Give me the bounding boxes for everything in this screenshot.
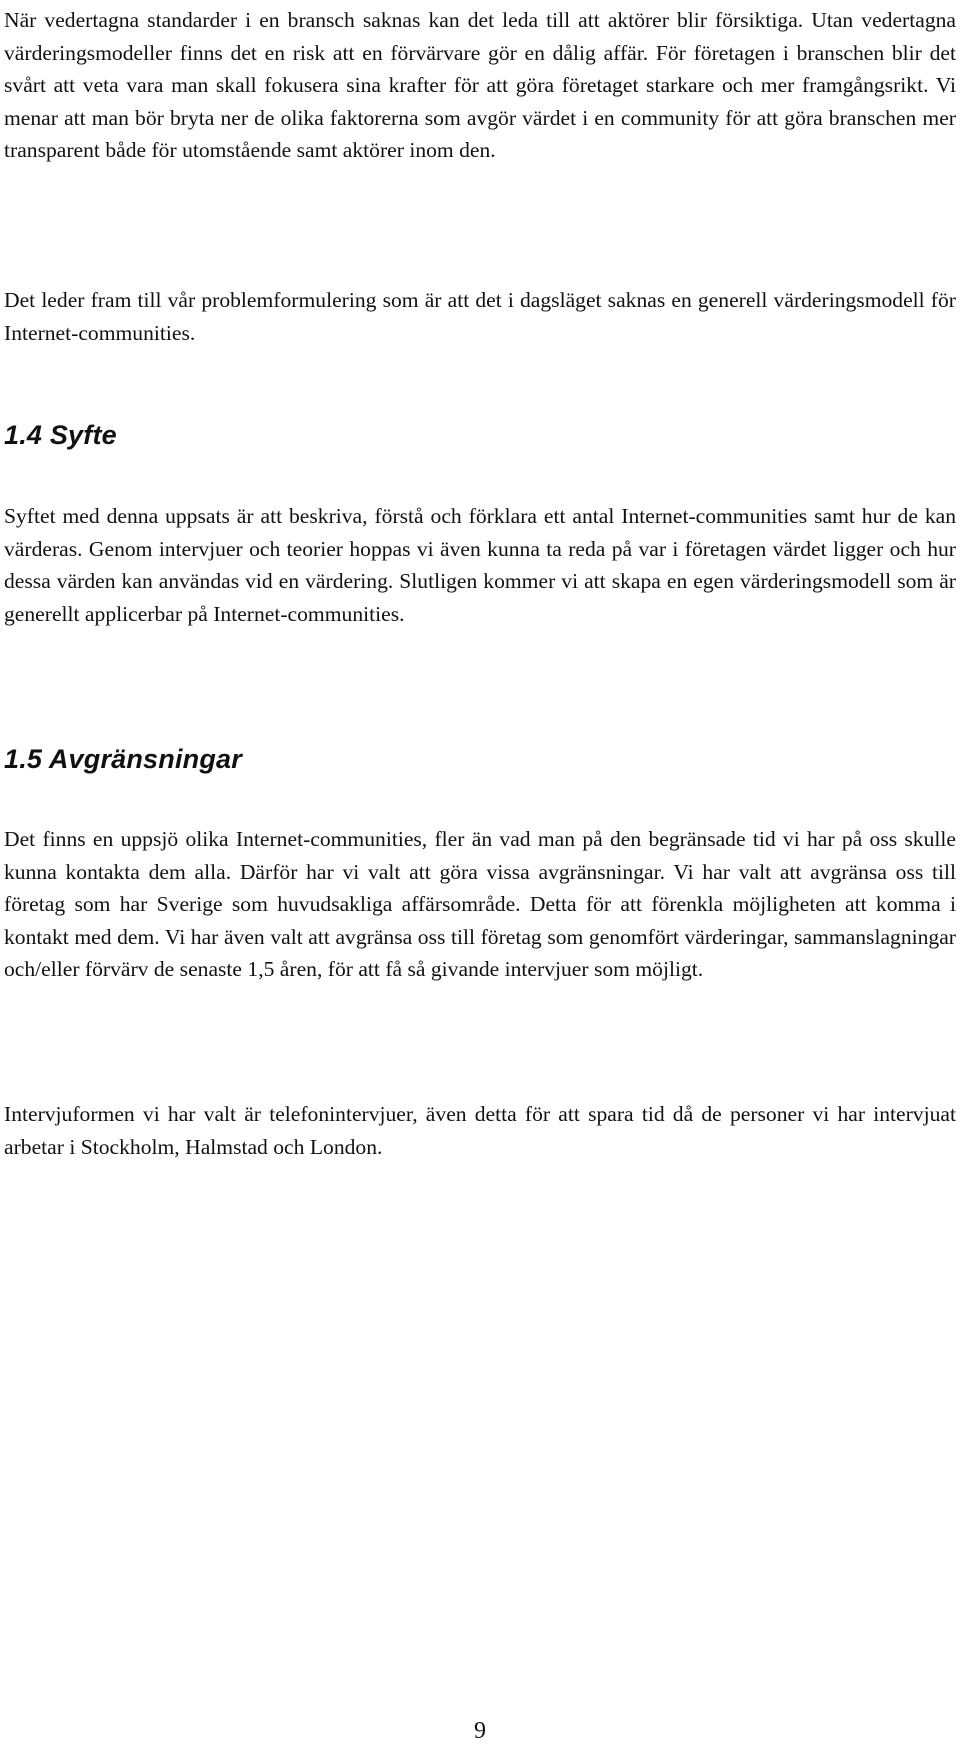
interview-method-paragraph: Intervjuformen vi har valt är telefonintervjuer, även detta för att spara tid då de personer vi har intervjuat arbetar i Stockholm, Halmstad och London.: [4, 1102, 956, 1159]
problem-statement-paragraph: Det leder fram till vår problemformulering som är att det i dagsläget saknas en generell värderingsmodell för Internet-communities.: [4, 288, 956, 345]
delimitations-paragraph: Det finns en uppsjö olika Internet-communities, fler än vad man på den begränsade tid vi har på oss skulle kunna kontakta dem alla. Därför har vi valt att göra vissa avgränsningar. Vi har valt att avgränsa oss till företag som har Sverige som huvudsakliga affärsområde. Detta för att förenkla möjligheten att komma i kontakt med dem. Vi har även valt att avgränsa oss till företag som genomfört värderingar, sammanslagningar och/eller förvärv de senaste 1,5 åren, för att få så givande intervjuer som möjligt.: [4, 827, 956, 981]
section-heading-syfte: 1.4 Syfte: [4, 420, 117, 450]
page-number: 9: [474, 1718, 486, 1744]
section-heading-avgransningar: 1.5 Avgränsningar: [4, 744, 242, 774]
intro-paragraph: När vedertagna standarder i en bransch saknas kan det leda till att aktörer blir försiktiga. Utan vedertagna värderingsmodeller finns det en risk att en förvärvare gör en dålig affär. För företagen i branschen blir det svårt att veta vara man skall fokusera sina krafter för att göra företaget starkare och mer framgångsrikt. Vi menar att man bör bryta ner de olika faktorerna som avgör värdet i en community för att göra branschen mer transparent både för utomstående samt aktörer inom den.: [4, 8, 956, 162]
purpose-paragraph: Syftet med denna uppsats är att beskriva, förstå och förklara ett antal Internet-communities samt hur de kan värderas. Genom intervjuer och teorier hoppas vi även kunna ta reda på var i företagen värdet ligger och hur dessa värden kan användas vid en värdering. Slutligen kommer vi att skapa en egen värderingsmodell som är generellt applicerbar på Internet-communities.: [4, 504, 956, 626]
